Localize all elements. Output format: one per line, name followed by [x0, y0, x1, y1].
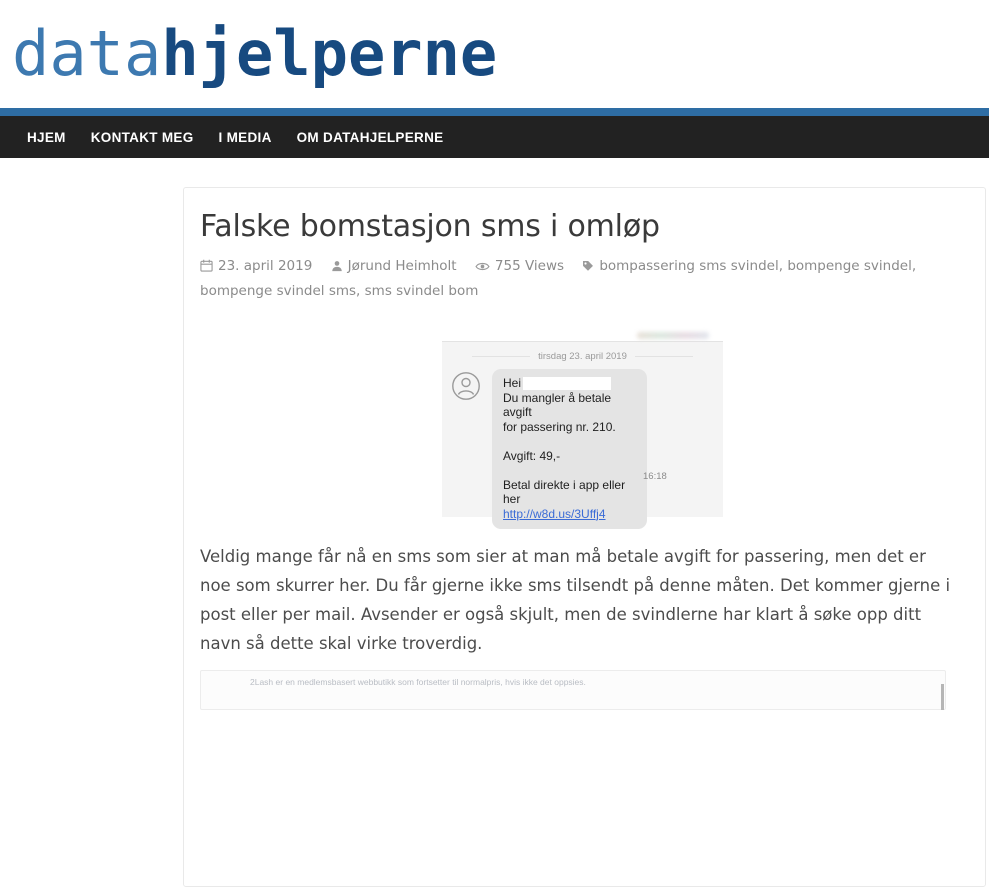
site-logo[interactable]: [0, 0, 989, 104]
article-body-paragraph: Veldig mange får nå en sms som sier at man må betale avgift for passering, men det er noe som skurrer her. Du får gjerne ikke sms tilsendt på denne måten. Det kommer gjerne i post eller per mail. Avsender er også skjult, men de svindlerne har klart å søke opp ditt navn så dette skal virke troverdig.: [200, 547, 951, 653]
post-author-link[interactable]: Jørund Heimholt: [347, 258, 457, 274]
embedded-snippet-box: [200, 670, 946, 710]
main-nav: [0, 116, 989, 158]
tag-link[interactable]: bompenge svindel ,: [787, 258, 916, 274]
scrollbar-thumb[interactable]: [941, 684, 944, 710]
post-views: 755 Views: [494, 258, 565, 274]
blank-line: [503, 463, 637, 478]
meta-date: [200, 258, 317, 274]
article-meta: [200, 254, 953, 304]
eye-icon: [475, 261, 490, 272]
sms-text-line: for passering nr. 210.: [503, 419, 616, 434]
calendar-icon: [200, 259, 213, 272]
sms-timestamp: 16:18: [643, 471, 667, 482]
blank-line: [503, 434, 637, 449]
tag-link[interactable]: bompassering sms svindel ,: [599, 258, 787, 274]
article-title: Falske bomstasjon sms i omløp: [200, 209, 660, 244]
user-icon: [331, 260, 343, 272]
person-avatar-icon: [451, 371, 481, 401]
tag-link[interactable]: sms svindel bom: [364, 283, 479, 299]
site-header: [0, 0, 989, 108]
divider: [635, 356, 693, 357]
logo-text-light: data: [12, 17, 162, 90]
redacted-status-icons: [637, 332, 709, 339]
nav-item-hjem[interactable]: HJEM: [27, 129, 66, 145]
sms-amount-line: Avgift: 49,-: [503, 448, 561, 463]
nav-item-i-media[interactable]: I MEDIA: [218, 129, 272, 145]
divider: [472, 356, 530, 357]
article-card: [183, 187, 986, 887]
sms-screenshot-image: [442, 330, 723, 521]
logo-text-dark: hjelperne: [161, 17, 498, 90]
nav-item-om-datahjelperne[interactable]: OM DATAHJELPERNE: [296, 129, 444, 145]
sms-greeting: Hei: [503, 376, 522, 390]
post-date-link[interactable]: 23. april 2019: [218, 258, 313, 274]
tag-link[interactable]: bompenge svindel sms ,: [200, 283, 365, 299]
tag-icon: [582, 260, 594, 272]
redacted-name-box: [523, 377, 611, 390]
meta-views: [475, 258, 568, 274]
embedded-snippet-text: 2Lash er en medlemsbasert webbutikk som fortsetter til normalpris, hvis ikke det oppsies.: [250, 677, 586, 687]
sms-cta-line: Betal direkte i app eller her: [503, 477, 626, 506]
sms-date-header: [442, 351, 723, 362]
meta-author: [331, 258, 461, 274]
main-content: [0, 158, 989, 687]
sms-status-bar: [442, 330, 723, 342]
sms-greeting-line: [503, 376, 637, 391]
sms-message-row: [442, 369, 723, 529]
header-accent-bar: [0, 108, 989, 116]
sms-text-line: Du mangler å betale avgift: [503, 390, 612, 419]
sms-scam-link: http://w8d.us/3Uffj4: [503, 506, 606, 521]
nav-item-kontakt-meg[interactable]: KONTAKT MEG: [90, 129, 194, 145]
sms-message-bubble: [492, 369, 647, 529]
sms-date-text: tirsdag 23. april 2019: [538, 351, 627, 362]
